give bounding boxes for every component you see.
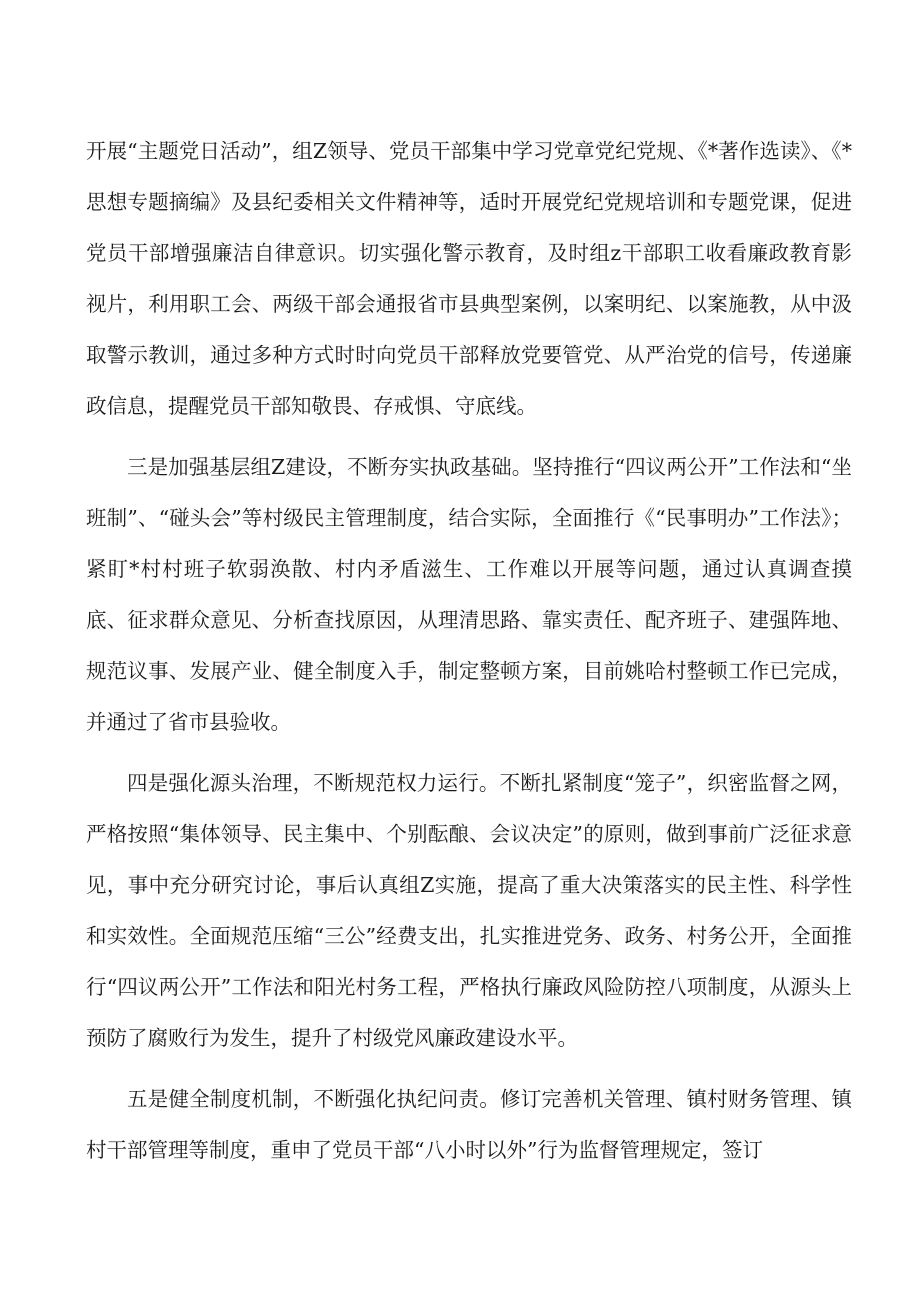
paragraph-2: 三是加强基层组Z建设，不断夯实执政基础。坚持推行“四议两公开”工作法和“坐班制”、“碰头会”等村级民主管理制度，结合实际，全面推行《“民事明办”工作法》；紧盯*村村班子软弱涣散、村内矛盾滋生、工作难以开展等问题，通过认真调查摸底、征求群众意见、分析查找原因，从理清思路、靠实责任、配齐班子、建强阵地、规范议事、发展产业、健全制度入手，制定整顿方案，目前姚哈村整顿工作已完成，并通过了省市县验收。 xyxy=(86,455,852,734)
paragraph-4: 五是健全制度机制，不断强化执纪问责。修订完善机关管理、镇村财务管理、镇村干部管理等制度，重申了党员干部“八小时以外”行为监督管理规定，签订 xyxy=(86,1087,852,1162)
document-body xyxy=(86,126,852,1186)
paragraph-3: 四是强化源头治理，不断规范权力运行。不断扎紧制度“笼子”，织密监督之网，严格按照“集体领导、民主集中、个别酝酿、会议决定”的原则，做到事前广泛征求意见，事中充分研究讨论，事后认真组Z实施，提高了重大决策落实的民主性、科学性和实效性。全面规范压缩“三公”经费支出，扎实推进党务、政务、村务公开，全面推行“四议两公开”工作法和阳光村务工程，严格执行廉政风险防控八项制度，从源头上预防了腐败行为发生，提升了村级党风廉政建设水平。 xyxy=(86,771,852,1050)
paragraph-1: 开展“主题党日活动”，组Z领导、党员干部集中学习党章党纪党规、《*著作选读》、《*思想专题摘编》及县纪委相关文件精神等，适时开展党纪党规培训和专题党课，促进党员干部增强廉洁自律意识。切实强化警示教育，及时组z干部职工收看廉政教育影视片，利用职工会、两级干部会通报省市县典型案例，以案明纪、以案施教，从中汲取警示教训，通过多种方式时时向党员干部释放党要管党、从严治党的信号，传递廉政信息，提醒党员干部知敬畏、存戒惧、守底线。 xyxy=(86,139,852,418)
